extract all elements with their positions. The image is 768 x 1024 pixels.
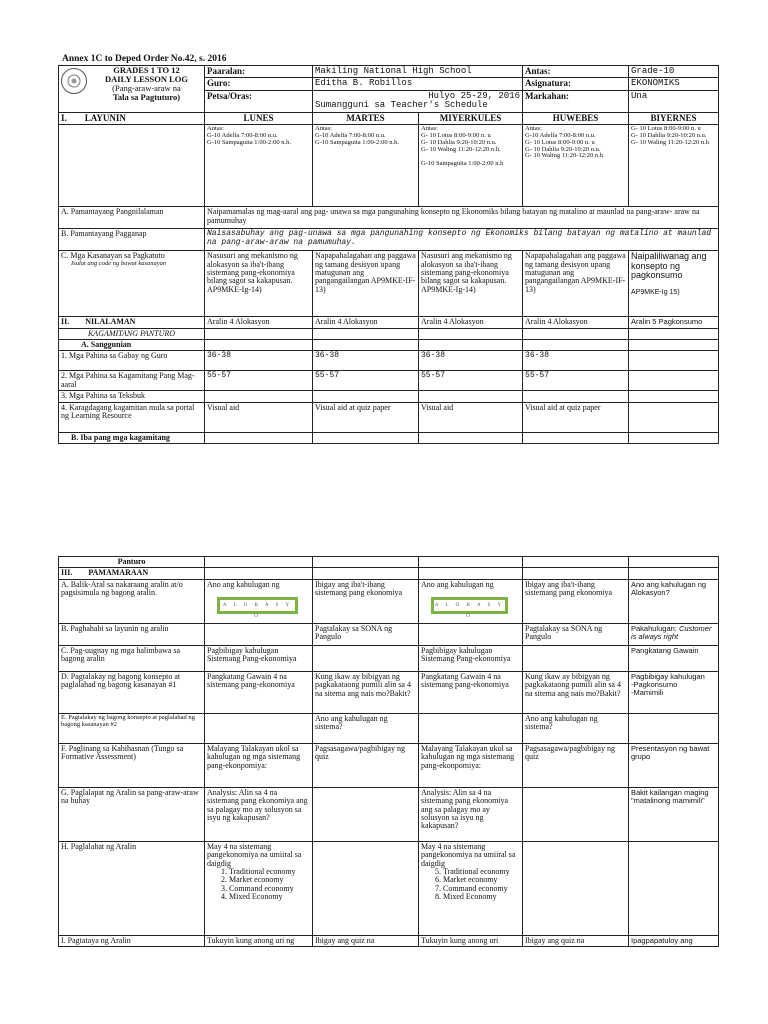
day-huwebes: HUWEBES — [523, 112, 629, 124]
nilalaman-martes: Aralin 4 Alokasyon — [313, 317, 419, 328]
schedule-miyerkules: Antas: G- 10 Lotus 8:00-9:00 n. u G- 10 Dahlia 9:20-10:20 n.u. G- 10 Waling 11:20-12:20 n.h. G-10 Sampaguita 1:00-2:00 n.h — [419, 125, 523, 207]
gabay-martes: 36-38 — [313, 351, 419, 371]
pamantayan-b-label: B. Pamantayang Pagganap — [59, 229, 205, 251]
grades-label: GRADES 1 TO 12 — [113, 65, 180, 75]
paglalapat-lunes: Analysis: Alin sa 4 na sistemang pang ekonomiya ang sa palagay mo ay solusyon sa isyu ng kakapusan? — [205, 787, 313, 841]
antas-label: Antas: — [523, 66, 629, 78]
gabay-lunes: 36-38 — [205, 351, 313, 371]
schedule-empty — [59, 125, 205, 207]
pagtalakay-1-miyerkules: Pangkatang Gawain 4 na sistemang pang-ekonomiya — [419, 671, 523, 713]
guro-label: Guro: — [205, 78, 313, 90]
kasanayan-miyerkules: Nasusuri ang mekanismo ng alokasyon sa iba't-ibang sistemang pang-ekonomiya bilang sagot sa kakapusan. AP9MKE-Ig-14) — [419, 251, 523, 317]
karagdagang-martes: Visual aid at quiz paper — [313, 402, 419, 432]
paglinang-huwebes: Pagsasagawa/pagbibigay ng quiz — [523, 743, 629, 787]
kagamitang-label: KAGAMITANG PANTURO — [59, 328, 205, 339]
kasanayan-huwebes: Napapahalagahan ang paggawa ng tamang desisyon upang matugunan ang pangangailangan AP9MKE-IF-13) — [523, 251, 629, 317]
nilalaman-label: II. NILALAMAN — [59, 317, 205, 328]
dll-label: DAILY LESSON LOG — [105, 73, 188, 84]
day-martes: MARTES — [313, 112, 419, 124]
pagtalakay-1-lunes: Pangkatang Gawain 4 na sistemang pang-ekonomiya — [205, 671, 313, 713]
layunin-label: I. LAYUNIN — [59, 112, 205, 124]
pagtalakay-2-label: E. Pagtalakay ng bagong konsepto at paglalahad ng bagong kasanayan #2 — [59, 713, 205, 743]
paaralan-label: Paaralan: — [205, 66, 313, 78]
asignatura-value: EKONOMIKS — [629, 78, 719, 90]
markahan-value: Una — [629, 90, 719, 112]
sanggunian-label: A. Sanggunian — [59, 339, 205, 350]
petsa-label: Petsa/Oras: — [205, 90, 313, 112]
teksbuk-label: 3. Mga Pahina sa Teksbuk — [59, 391, 205, 402]
paglinang-miyerkules: Malayang Talakayan ukol sa kahulugan ng mga sistemang pang-ekonpomiya: — [419, 743, 523, 787]
gabay-label: 1. Mga Pahina sa Gabay ng Guro — [59, 351, 205, 371]
pagtalakay-1-martes: Kung ikaw ay bibigyan ng pagkakataong pumili alin sa 4 na sitema ang nais mo?Bakit? — [313, 671, 419, 713]
mag-aaral-martes: 55-57 — [313, 371, 419, 391]
petsa-value — [313, 90, 523, 112]
dll-title-cell — [59, 66, 205, 113]
gabay-miyerkules: 36-38 — [419, 351, 523, 371]
nilalaman-biyernes: Aralin 5 Pagkonsumo — [629, 317, 719, 328]
schedule-martes: Antas: G-10 Adelfa 7:00-8:00 n.u. G-10 Sampaguita 1:00-2:00 n.h. — [313, 125, 419, 207]
panturo-label: Panturo — [59, 557, 205, 568]
balik-aral-huwebes: Ibigay ang iba't-ibang sistemang pang ekonomiya — [523, 579, 629, 623]
pagtataya-miyerkules: Tukuyin kung anong uri — [419, 935, 523, 946]
guro-value: Editha B. Robillos — [313, 78, 523, 90]
gabay-huwebes: 36-38 — [523, 351, 629, 371]
paghahabi-biyernes: Pakahulugan: Customer is always right — [629, 623, 719, 645]
alokasyon-box-miyerkules: A L O K A S Y O — [431, 597, 508, 614]
nilalaman-huwebes: Aralin 4 Alokasyon — [523, 317, 629, 328]
paglinang-lunes: Malayang Talakayan ukol sa kahulugan ng mga sistemang pang-ekonpomiya: — [205, 743, 313, 787]
paaralan-value: Makiling National High School — [313, 66, 523, 78]
asignatura-label: Asignatura: — [523, 78, 629, 90]
schedule-huwebes: Antas: G-10 Adelfa 7:00-8:00 n.u. G- 10 Lotus 8:00-9:00 n. u G- 10 Dahlia 9:20-10:20 n.u. G- 10 Waling 11:20-12:20 n.h — [523, 125, 629, 207]
schedule-biyernes: G- 10 Lotus 8:00-9:00 n. u G- 10 Dahlia 9:20-10:20 n.u. G- 10 Waling 11:20-12:20 n.h — [629, 125, 719, 207]
karagdagang-miyerkules: Visual aid — [419, 402, 523, 432]
pag-uugnay-lunes: Pagbibigay kahulugan Sistemang Pang-ekonomiya — [205, 645, 313, 671]
alokasyon-box-lunes: A L O K A S Y O — [217, 597, 298, 614]
schedule-lunes: Antas: G-10 Adelfa 7:00-8:00 n.u. G-10 Sampaguita 1:00-2:00 n.h. — [205, 125, 313, 207]
paglinang-biyernes: Presentasyon ng bawat grupo — [629, 743, 719, 787]
day-lunes: LUNES — [205, 112, 313, 124]
economy-list-lunes: 1. Traditional economy 2. Market economy 3. Command economy 4. Mixed Economy — [207, 868, 310, 902]
mag-aaral-huwebes: 55-57 — [523, 371, 629, 391]
pamantayan-c-label: C. Mga Kasanayan sa Pagkatuto Isulat ang code ng bawat kasanayan — [59, 251, 205, 317]
paglalahat-lunes: May 4 na sistemang pangekonomiya na umiiral sa daigdig 1. Traditional economy 2. Market economy 3. Command economy 4. Mixed Economy — [205, 841, 313, 935]
karagdagang-kagamitan-label: 4. Karagdagang kagamitan mula sa portal ng Learning Resource — [59, 402, 205, 432]
kasanayan-lunes: Nasusuri ang mekanismo ng alokasyon sa iba't-ibang sistemang pang-ekonomiya bilang sagot sa kakapusan. AP9MKE-Ig-14) — [205, 251, 313, 317]
deped-seal-icon — [61, 68, 87, 94]
balik-aral-lunes: Ano ang kahulugan ng A L O K A S Y O — [205, 579, 313, 623]
paglalahat-miyerkules: May 4 na sistemang pangekonomiya na umiiral sa daigdig 5. Traditional economy 6. Market economy 7. Command economy 8. Mixed Economy — [419, 841, 523, 935]
petsa-schedule: Sumangguni sa Teacher's Schedule — [315, 100, 488, 111]
paghahabi-label: B. Paghahabi sa layunin ng aralin — [59, 623, 205, 645]
pag-uugnay-miyerkules: Pagbibigay kahulugan Sistemang Pang-ekonomiya — [419, 645, 523, 671]
nilalaman-lunes: Aralin 4 Alokasyon — [205, 317, 313, 328]
iba-pang-kagamitang-label: B. Iba pang mga kagamitang — [59, 432, 205, 443]
pag-uugnay-label: C. Pag-uugnay ng mga halimbawa sa bagong aralin — [59, 645, 205, 671]
paglalapat-label: G. Paglalapat ng Aralin sa pang-araw-araw na buhay — [59, 787, 205, 841]
pagtataya-lunes: Tukuyin kung anong uri ng — [205, 935, 313, 946]
petsa-date: Hulyo 25-29, 2016 — [428, 90, 521, 101]
pag-uugnay-biyernes: Pangkatang Gawain — [629, 645, 719, 671]
balik-aral-martes: Ibigay ang iba't-ibang sistemang pang ekonomiya — [313, 579, 419, 623]
balik-aral-label: A. Balik-Aral sa nakaraang aralin at/o pagsisimula ng bagong aralin. — [59, 579, 205, 623]
pagtalakay-2-huwebes: Ano ang kahulugan ng sistema? — [523, 713, 629, 743]
pamantayan-c-note: Isulat ang code ng bawat kasanayan — [71, 259, 167, 267]
lesson-log-page-1 — [58, 65, 718, 444]
pamantayan-a-text: Naipamamalas ng mag-aaral ang pag- unawa sa mga pangunahing konsepto ng Ekonomiks bilang batayan ng matalino at maunlad na pang-araw- araw na pamumuhay — [205, 207, 719, 229]
paglalapat-miyerkules: Analysis: Alin sa 4 na sistemang pang ekonomiya ang sa palagay mo ay solusyon sa isyu ng kakapusan? — [419, 787, 523, 841]
day-biyernes: BIYERNES — [629, 112, 719, 124]
paghahabi-martes: Pagtalakay sa SONA ng Pangulo — [313, 623, 419, 645]
paglalapat-biyernes: Bakit kailangan maging "matalinong mamimili" — [629, 787, 719, 841]
paglinang-martes: Pagsasagawa/pagbibigay ng quiz — [313, 743, 419, 787]
lesson-log-page-2 — [58, 556, 718, 947]
pagtalakay-1-biyernes: Pagbibigay kahulugan -Pagkonsumo -Mamimili — [629, 671, 719, 713]
karagdagang-lunes: Visual aid — [205, 402, 313, 432]
header-table — [58, 65, 719, 444]
paglinang-label: F. Paglinang sa Kabihasnan (Tungo sa Formative Assessment) — [59, 743, 205, 787]
mag-aaral-miyerkules: 55-57 — [419, 371, 523, 391]
balik-aral-miyerkules: Ano ang kahulugan ng A L O K A S Y O — [419, 579, 523, 623]
pagtataya-huwebes: Ibigay ang quiz na — [523, 935, 629, 946]
kasanayan-biyernes-code: AP9MKE-Ig 15) — [631, 288, 680, 296]
economy-list-miyerkules: 5. Traditional economy 6. Market economy 7. Command economy 8. Mixed Economy — [421, 868, 520, 902]
pagtataya-martes: Ibigay ang quiz na — [313, 935, 419, 946]
kasanayan-biyernes: Naipaliliwanag ang konsepto ng pagkonsumo AP9MKE-Ig 15) — [629, 251, 719, 317]
nilalaman-miyerkules: Aralin 4 Alokasyon — [419, 317, 523, 328]
pagtataya-label: I. Pagtataya ng Aralin — [59, 935, 205, 946]
kasanayan-martes: Napapahalagahan ang paggawa ng tamang desisyon upang matugunan ang pangangailangan AP9MKE-IF-13) — [313, 251, 419, 317]
paghahabi-huwebes: Pagtalakay sa SONA ng Pangulo — [523, 623, 629, 645]
antas-value: Grade-10 — [629, 66, 719, 78]
pamantayan-b-text: Naisasabuhay ang pag-unawa sa mga pangunahing konsepto ng Ekonomiks bilang batayan ng matalino at maunlad na pang-araw-araw na pamumuhay. — [205, 229, 719, 251]
customer-phrase: Customer is always right — [631, 623, 712, 641]
mag-aaral-lunes: 55-57 — [205, 371, 313, 391]
pagtalakay-1-label: D. Pagtalakay ng bagong konsepto at paglalahad ng bagong kasanayan #1 — [59, 671, 205, 713]
pagtalakay-2-martes: Ano ang kahulugan ng sistema? — [313, 713, 419, 743]
annex-title: Annex 1C to Deped Order No.42, s. 2016 — [62, 54, 227, 64]
paglalahat-label: H. Paglalahat ng Aralin — [59, 841, 205, 935]
pamamaraan-table — [58, 556, 719, 947]
day-miyerkules: MIYERKULES — [419, 112, 523, 124]
markahan-label: Markahan: — [523, 90, 629, 112]
dll-sub1: (Pang-araw-araw na — [112, 82, 181, 93]
pamamaraan-label: III. PAMAMARAAN — [59, 568, 205, 579]
dll-sub2: Tala sa Pagtuturo) — [112, 91, 181, 102]
pagtataya-biyernes: Ipagpapatuloy ang — [629, 935, 719, 946]
balik-aral-biyernes: Ano ang kahulugan ng Alokasyon? — [629, 579, 719, 623]
pamantayan-a-label: A. Pamantayang Pangnilalaman — [59, 207, 205, 229]
kagamitang-pang-mag-aaral-label: 2. Mga Pahina sa Kagamitang Pang Mag-aaral — [59, 371, 205, 391]
pagtalakay-1-huwebes: Kung ikaw ay bibigyan ng pagkakataong pumili alin sa 4 na sitema ang nais mo?Bakit? — [523, 671, 629, 713]
karagdagang-huwebes: Visual aid at quiz paper — [523, 402, 629, 432]
